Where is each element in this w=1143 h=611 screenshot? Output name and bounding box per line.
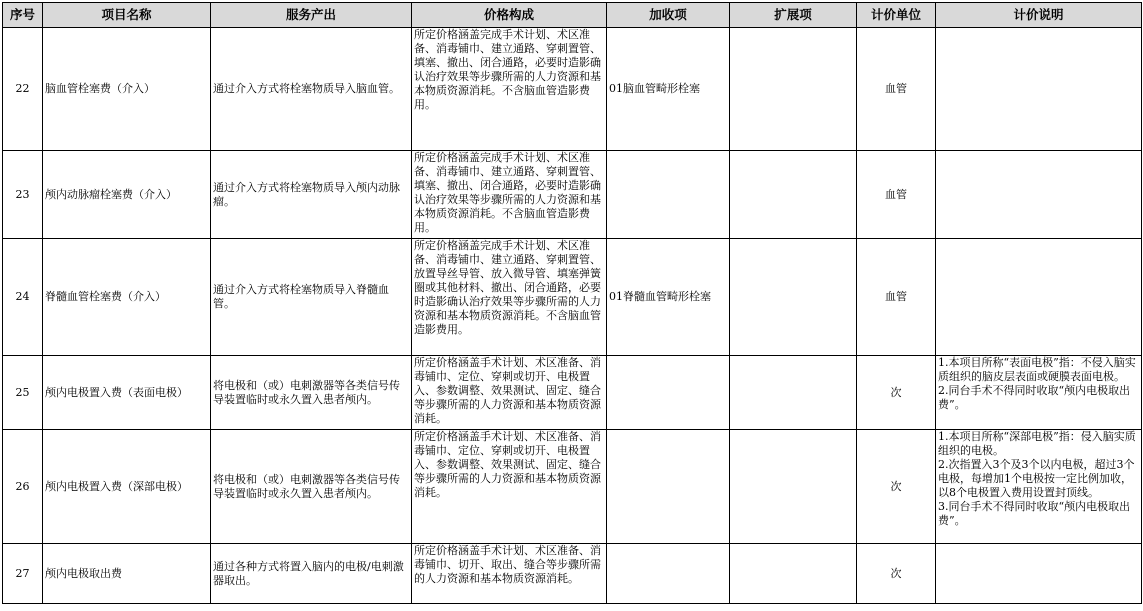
- cell-surcharge: 01脊髓血管畸形栓塞: [607, 239, 730, 356]
- pricing-table: [2, 2, 1142, 604]
- header-row: [3, 3, 1142, 28]
- cell-seq: 24: [3, 239, 43, 356]
- cell-name: 颅内电极取出费: [43, 544, 211, 604]
- cell-note: [936, 151, 1142, 239]
- cell-seq: 27: [3, 544, 43, 604]
- cell-seq: 23: [3, 151, 43, 239]
- cell-unit: 次: [857, 430, 936, 544]
- cell-unit: 血管: [857, 239, 936, 356]
- cell-name: 颅内电极置入费（深部电极）: [43, 430, 211, 544]
- cell-unit: 血管: [857, 28, 936, 151]
- cell-note: [936, 239, 1142, 356]
- cell-pricing: 所定价格涵盖手术计划、术区准备、消毒铺巾、定位、穿刺或切开、电极置入、参数调整、效果测试、固定、缝合等步骤所需的人力资源和基本物质资源消耗。: [412, 356, 607, 430]
- header-seq: 序号: [3, 3, 43, 28]
- cell-extension: [730, 356, 857, 430]
- cell-surcharge: [607, 544, 730, 604]
- cell-unit: 次: [857, 356, 936, 430]
- header-surcharge: 加收项: [607, 3, 730, 28]
- cell-extension: [730, 430, 857, 544]
- cell-output: 将电极和（或）电刺激器等各类信号传导装置临时或永久置入患者颅内。: [211, 356, 412, 430]
- cell-name: 脑血管栓塞费（介入）: [43, 28, 211, 151]
- header-output: 服务产出: [211, 3, 412, 28]
- cell-pricing: 所定价格涵盖完成手术计划、术区准备、消毒铺巾、建立通路、穿刺置管、填塞、撤出、闭合通路，必要时造影确认治疗效果等步骤所需的人力资源和基本物质资源消耗。不含脑血管造影费用。: [412, 28, 607, 151]
- cell-extension: [730, 28, 857, 151]
- cell-surcharge: [607, 356, 730, 430]
- cell-note: [936, 28, 1142, 151]
- cell-unit: 血管: [857, 151, 936, 239]
- table-row: [3, 544, 1142, 604]
- cell-output: 通过介入方式将栓塞物质导入颅内动脉瘤。: [211, 151, 412, 239]
- cell-seq: 26: [3, 430, 43, 544]
- table-row: [3, 239, 1142, 356]
- cell-output: 通过介入方式将栓塞物质导入脑血管。: [211, 28, 412, 151]
- cell-seq: 25: [3, 356, 43, 430]
- cell-output: 将电极和（或）电刺激器等各类信号传导装置临时或永久置入患者颅内。: [211, 430, 412, 544]
- cell-note: 1.本项目所称“深部电极”指：侵入脑实质组织的电极。 2.次指置入3个及3个以内电极，超过3个电极，每增加1个电极按一定比例加收，以8个电极置入费用设置封顶线。 3.同台手术不得同时收取“颅内电极取出费”。: [936, 430, 1142, 544]
- cell-pricing: 所定价格涵盖完成手术计划、术区准备、消毒铺巾、建立通路、穿刺置管、放置导丝导管、放入微导管、填塞弹簧圈或其他材料、撤出、闭合通路，必要时造影确认治疗效果等步骤所需的人力资源和基本物质资源消耗。不含脑血管造影费用。: [412, 239, 607, 356]
- cell-pricing: 所定价格涵盖手术计划、术区准备、消毒铺巾、切开、取出、缝合等步骤所需的人力资源和基本物质资源消耗。: [412, 544, 607, 604]
- header-note: 计价说明: [936, 3, 1142, 28]
- cell-seq: 22: [3, 28, 43, 151]
- table-row: [3, 430, 1142, 544]
- header-unit: 计价单位: [857, 3, 936, 28]
- cell-note: [936, 544, 1142, 604]
- cell-surcharge: [607, 430, 730, 544]
- header-extension: 扩展项: [730, 3, 857, 28]
- cell-name: 颅内电极置入费（表面电极）: [43, 356, 211, 430]
- cell-extension: [730, 239, 857, 356]
- cell-surcharge: [607, 151, 730, 239]
- cell-extension: [730, 544, 857, 604]
- cell-unit: 次: [857, 544, 936, 604]
- cell-pricing: 所定价格涵盖手术计划、术区准备、消毒铺巾、定位、穿刺或切开、电极置入、参数调整、效果测试、固定、缝合等步骤所需的人力资源和基本物质资源消耗。: [412, 430, 607, 544]
- cell-name: 脊髓血管栓塞费（介入）: [43, 239, 211, 356]
- table-row: [3, 28, 1142, 151]
- cell-output: 通过介入方式将栓塞物质导入脊髓血管。: [211, 239, 412, 356]
- cell-surcharge: 01脑血管畸形栓塞: [607, 28, 730, 151]
- cell-pricing: 所定价格涵盖完成手术计划、术区准备、消毒铺巾、建立通路、穿刺置管、填塞、撤出、闭合通路，必要时造影确认治疗效果等步骤所需的人力资源和基本物质资源消耗。不含脑血管造影费用。: [412, 151, 607, 239]
- header-name: 项目名称: [43, 3, 211, 28]
- cell-name: 颅内动脉瘤栓塞费（介入）: [43, 151, 211, 239]
- cell-extension: [730, 151, 857, 239]
- table-row: [3, 356, 1142, 430]
- cell-output: 通过各种方式将置入脑内的电极/电刺激器取出。: [211, 544, 412, 604]
- cell-note: 1.本项目所称“表面电极”指：不侵入脑实质组织的脑皮层表面或硬膜表面电极。 2.同台手术不得同时收取“颅内电极取出费”。: [936, 356, 1142, 430]
- table-row: [3, 151, 1142, 239]
- header-pricing: 价格构成: [412, 3, 607, 28]
